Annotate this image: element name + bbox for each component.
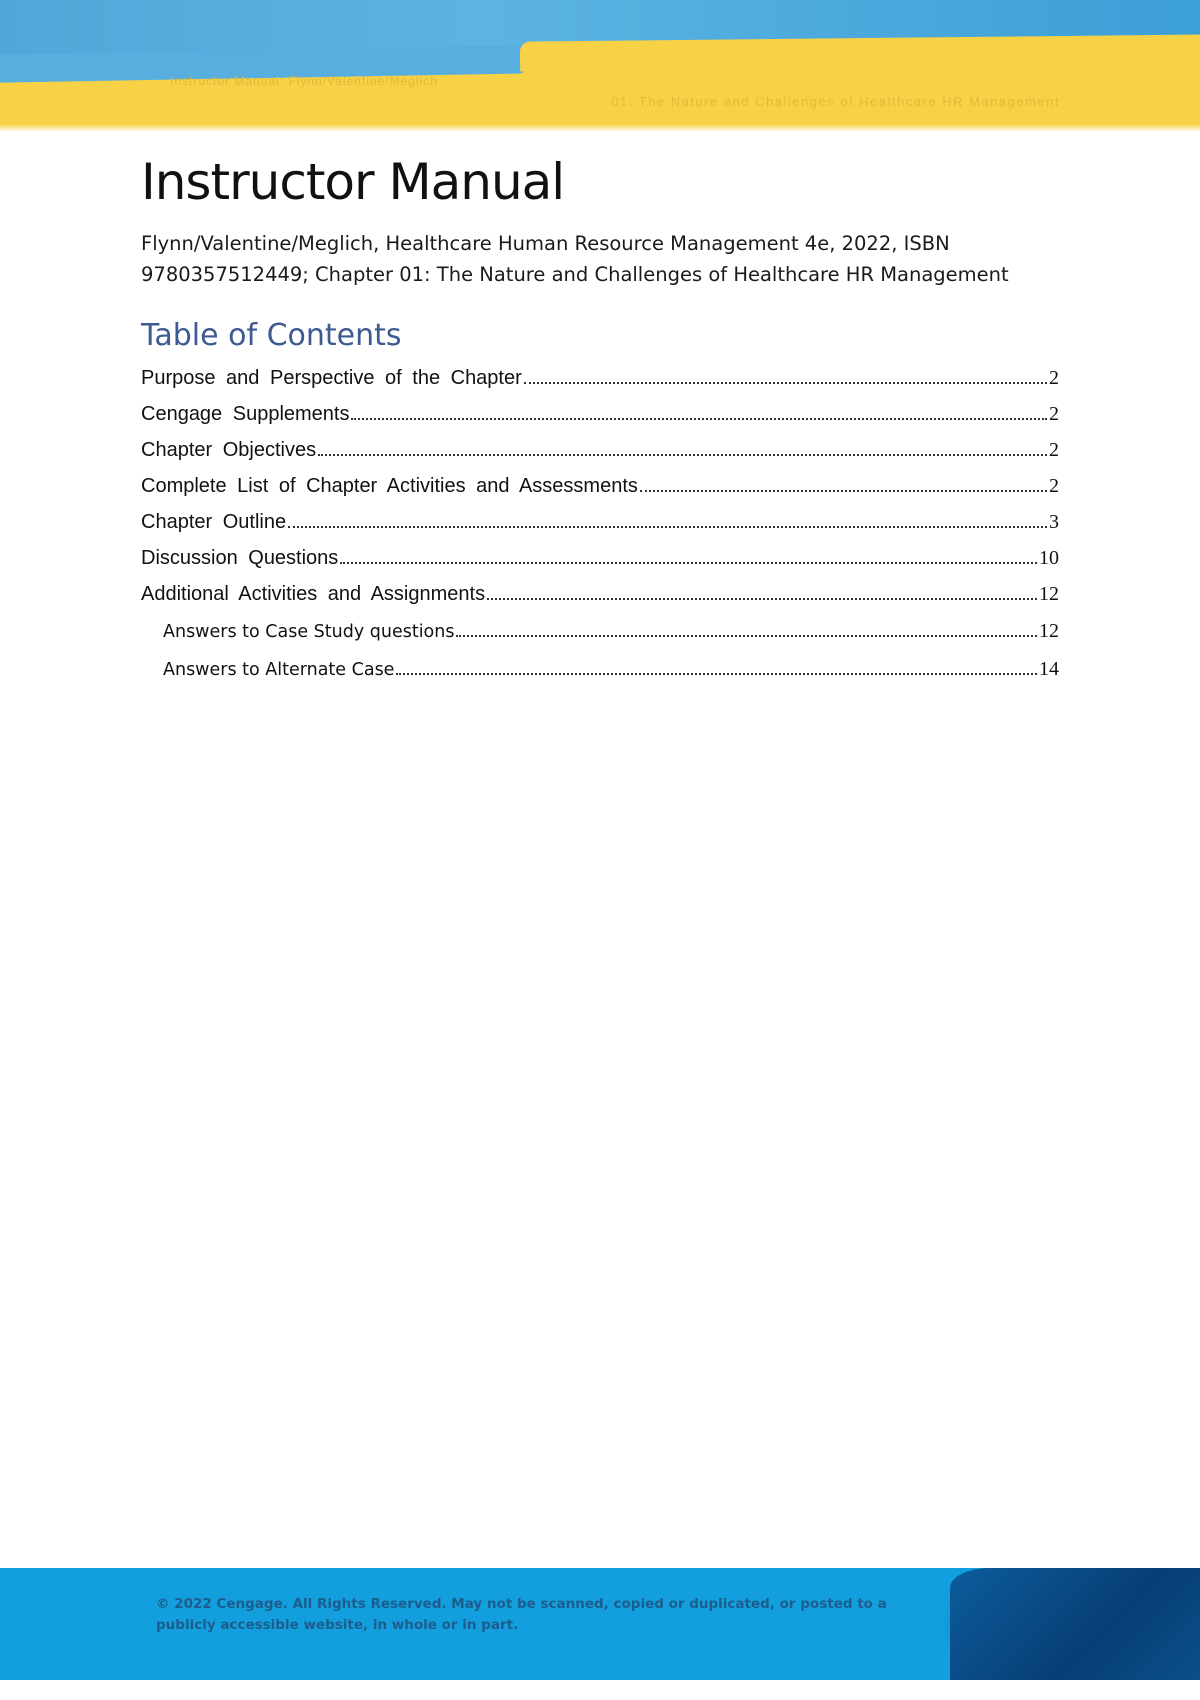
toc-page-number: 12 xyxy=(1039,583,1059,605)
toc-entry-label: Answers to Case Study questions xyxy=(163,622,455,642)
toc-page-number: 2 xyxy=(1049,439,1059,461)
toc-entry-purpose[interactable] xyxy=(141,360,1059,396)
footer-copyright: © 2022 Cengage. All Rights Reserved. May not be scanned, copied or duplicated, or posted to a publicly accessible website, in whole or in part. xyxy=(156,1596,887,1633)
footer-dark-brush xyxy=(950,1568,1200,1680)
banner-brush-edge xyxy=(0,124,1200,132)
toc-entry-chapter-objectives[interactable] xyxy=(141,432,1059,468)
toc-entry-label: Answers to Alternate Case xyxy=(163,660,395,680)
toc-dot-leader xyxy=(318,453,1047,456)
toc-entry-activities-assessments[interactable] xyxy=(141,468,1059,504)
toc-entry-alternate-case-answers[interactable] xyxy=(141,650,1059,688)
document-subtitle: Flynn/Valentine/Meglich, Healthcare Human Resource Management 4e, 2022, ISBN 9780357512449; Chapter 01: The Nature and Challenges of Healthcare HR Management xyxy=(141,232,1009,286)
header-manual-label: Instructor Manual: Flynn/Valentine/Meglich xyxy=(170,74,438,88)
toc-entry-label: Complete List of Chapter Activities and Assessments xyxy=(141,475,638,497)
toc-entry-chapter-outline[interactable] xyxy=(141,504,1059,540)
toc-page-number: 2 xyxy=(1049,403,1059,425)
toc-entry-cengage-supplements[interactable] xyxy=(141,396,1059,432)
toc-dot-leader xyxy=(288,525,1047,528)
header-banner xyxy=(0,0,1200,132)
toc-page-number: 2 xyxy=(1049,475,1059,497)
toc-entry-label: Chapter Objectives xyxy=(141,439,317,461)
toc-entry-case-study-answers[interactable] xyxy=(141,612,1059,650)
banner-yellow-brush xyxy=(520,34,1200,71)
toc-dot-leader xyxy=(640,489,1047,492)
toc-entry-discussion-questions[interactable] xyxy=(141,540,1059,576)
toc-page-number: 10 xyxy=(1039,547,1059,569)
toc-dot-leader xyxy=(396,672,1037,675)
toc-dot-leader xyxy=(351,417,1047,420)
toc-dot-leader xyxy=(524,381,1047,384)
toc-dot-leader xyxy=(456,634,1037,637)
toc-entry-label: Discussion Questions xyxy=(141,547,339,569)
toc-dot-leader xyxy=(487,597,1037,600)
toc-page-number: 2 xyxy=(1049,367,1059,389)
footer-page-number: 1 xyxy=(1047,1594,1056,1614)
toc-entry-label: Chapter Outline xyxy=(141,511,287,533)
toc-dot-leader xyxy=(340,561,1037,564)
document-title: Instructor Manual xyxy=(141,153,565,211)
toc-entry-label: Additional Activities and Assignments xyxy=(141,583,486,605)
toc-heading: Table of Contents xyxy=(141,318,402,353)
table-of-contents xyxy=(141,360,1059,688)
toc-page-number: 12 xyxy=(1039,620,1059,642)
toc-entry-additional-activities[interactable] xyxy=(141,576,1059,612)
toc-page-number: 14 xyxy=(1039,658,1059,680)
toc-entry-label: Cengage Supplements xyxy=(141,403,350,425)
toc-entry-label: Purpose and Perspective of the Chapter xyxy=(141,367,522,389)
toc-page-number: 3 xyxy=(1049,511,1059,533)
page-content xyxy=(141,150,1059,688)
footer-banner xyxy=(0,1568,1200,1680)
header-chapter-label: 01: The Nature and Challenges of Healthcare HR Management xyxy=(611,94,1060,109)
